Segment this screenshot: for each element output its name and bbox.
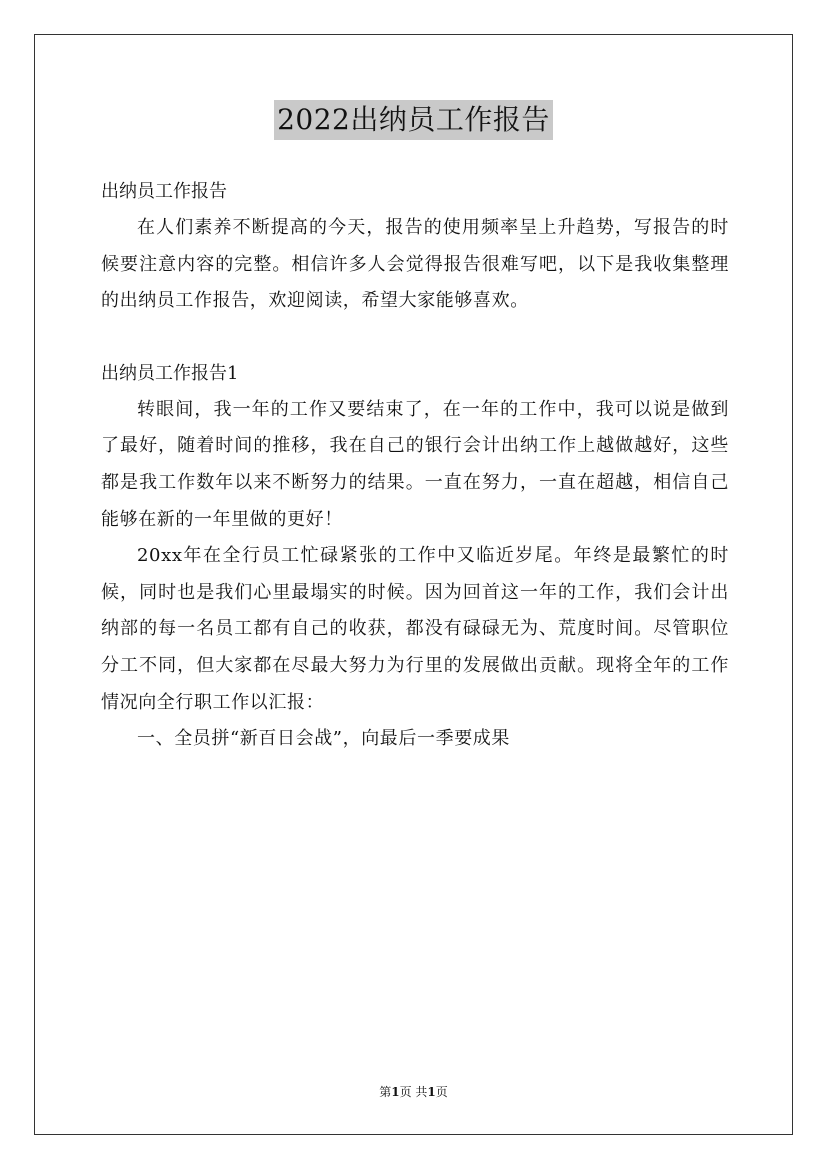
section-title: 出纳员工作报告1: [101, 362, 239, 384]
document-subtitle: 出纳员工作报告: [101, 181, 227, 202]
body-paragraph-3: 一、全员拼“新百日会战”，向最后一季要成果: [137, 728, 511, 750]
body-paragraph-2: 20xx年在全行员工忙碌紧张的工作中又临近岁尾。年终是最繁忙的时候，同时也是我们心里最塌实的时候。因为回首这一年的工作，我们会计出纳部的每一名员工都有自己的收获，都没有碌碌无为、荒度时间。尽管职位分工不同，但大家都在尽最大努力为行里的发展做出贡献。现将全年的工作情况向全行职工作以汇报：: [101, 545, 729, 713]
document-title: 2022出纳员工作报告: [274, 100, 553, 140]
page-prefix: 第: [379, 1085, 392, 1099]
page-suffix: 页: [435, 1085, 448, 1099]
spacer: [101, 320, 729, 356]
page-current: 1: [391, 1085, 400, 1099]
page-mid: 页 共: [399, 1085, 428, 1099]
document-body: [101, 174, 729, 758]
body-paragraph-1: 转眼间，我一年的工作又要结束了，在一年的工作中，我可以说是做到了最好，随着时间的推移，我在自己的银行会计出纳工作上越做越好，这些都是我工作数年以来不断努力的结果。一直在努力，一直在超越，相信自己能够在新的一年里做的更好！: [101, 398, 729, 530]
title-container: [0, 100, 827, 140]
page-total: 1: [427, 1085, 436, 1099]
intro-paragraph: 在人们素养不断提高的今天，报告的使用频率呈上升趋势，写报告的时候要注意内容的完整。相信许多人会觉得报告很难写吧，以下是我收集整理的出纳员工作报告，欢迎阅读，希望大家能够喜欢。: [101, 217, 729, 312]
page-footer: [0, 1084, 827, 1100]
